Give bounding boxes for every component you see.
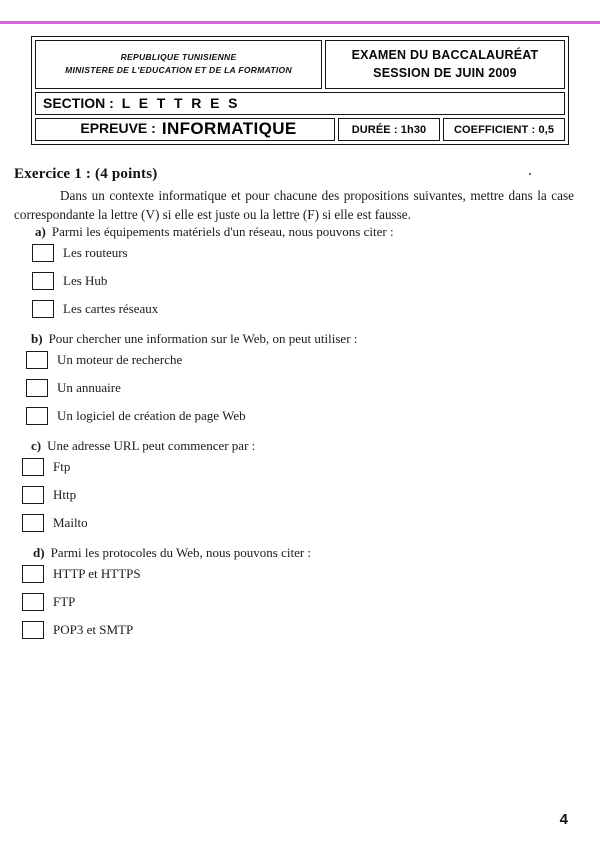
exam-title-line-1: EXAMEN DU BACCALAURÉAT <box>351 48 539 62</box>
questions-list <box>14 224 574 652</box>
section-box <box>35 92 565 115</box>
question-prompt-d <box>14 545 574 562</box>
duree-value: DURÉE : 1h30 <box>351 123 427 136</box>
option-label: Mailto <box>53 515 88 531</box>
option-row <box>32 242 574 264</box>
header-row-section <box>35 92 565 115</box>
answer-checkbox[interactable] <box>26 379 48 397</box>
answer-checkbox[interactable] <box>22 486 44 504</box>
epreuve-box <box>35 118 335 141</box>
exercise-instructions-text: Dans un contexte informatique et pour chacune des propositions suivantes, mettre dans la case correspondante la lettre (V) si elle est juste ou la lettre (F) si elle est fausse. <box>14 188 574 222</box>
option-row <box>32 298 574 320</box>
epreuve-label: EPREUVE : <box>80 120 156 137</box>
question-letter-c: c) <box>31 437 42 453</box>
question-prompt-a <box>14 224 574 241</box>
question-block-b <box>14 331 574 427</box>
question-text-d: Parmi les protocoles du Web, nous pouvons citer : <box>50 544 312 560</box>
ministry-line-1: REPUBLIQUE TUNISIENNE <box>120 51 237 62</box>
question-text-b: Pour chercher une information sur le Web, on peut utiliser : <box>48 330 358 346</box>
exercise-title: Exercice 1 : (4 points) <box>14 166 158 182</box>
answer-checkbox[interactable] <box>22 458 44 476</box>
option-label: Http <box>53 487 77 503</box>
question-prompt-c <box>14 438 574 455</box>
exam-header-table <box>31 36 569 145</box>
section-label: SECTION : <box>43 95 114 112</box>
scan-artifact-rule <box>0 21 600 24</box>
epreuve-value: INFORMATIQUE <box>161 119 297 139</box>
header-row-top <box>35 40 565 89</box>
answer-checkbox[interactable] <box>22 565 44 583</box>
option-row <box>22 484 574 506</box>
question-letter-d: d) <box>33 544 45 560</box>
section-value: L E T T R E S <box>121 95 240 112</box>
scan-speck <box>529 173 531 175</box>
question-block-d <box>14 545 574 641</box>
options-b <box>14 349 574 427</box>
answer-checkbox[interactable] <box>32 272 54 290</box>
answer-checkbox[interactable] <box>22 621 44 639</box>
option-row <box>26 349 574 371</box>
option-row <box>32 270 574 292</box>
exam-title-box <box>325 40 565 89</box>
question-prompt-b <box>14 331 574 348</box>
option-label: Un annuaire <box>57 380 121 396</box>
option-label: Les routeurs <box>63 245 128 261</box>
question-letter-a: a) <box>35 224 46 239</box>
option-row <box>22 563 574 585</box>
answer-checkbox[interactable] <box>22 514 44 532</box>
duree-box <box>338 118 440 141</box>
question-text-a: Parmi les équipements matériels d'un réseau, nous pouvons citer : <box>51 224 394 239</box>
options-c <box>14 456 574 534</box>
option-row <box>22 456 574 478</box>
option-label: Les cartes réseaux <box>63 301 159 317</box>
exercise-instructions <box>14 187 574 224</box>
option-label: Ftp <box>53 459 71 475</box>
option-row <box>22 619 574 641</box>
ministry-box <box>35 40 322 89</box>
option-label: Un logiciel de création de page Web <box>57 408 246 424</box>
answer-checkbox[interactable] <box>22 593 44 611</box>
question-block-a <box>14 224 574 320</box>
exercise-intro-section <box>14 166 574 224</box>
option-row <box>22 591 574 613</box>
option-label: POP3 et SMTP <box>53 622 134 638</box>
option-label: HTTP et HTTPS <box>53 566 141 582</box>
answer-checkbox[interactable] <box>26 407 48 425</box>
answer-checkbox[interactable] <box>26 351 48 369</box>
options-a <box>14 242 574 320</box>
coefficient-box <box>443 118 565 141</box>
page-number: 4 <box>559 811 568 828</box>
header-row-epreuve <box>35 118 565 141</box>
question-letter-b: b) <box>31 330 43 346</box>
answer-checkbox[interactable] <box>32 244 54 262</box>
section-line <box>43 95 240 111</box>
coefficient-value: COEFFICIENT : 0,5 <box>453 123 555 136</box>
option-label: Les Hub <box>63 273 108 289</box>
answer-checkbox[interactable] <box>32 300 54 318</box>
option-label: FTP <box>53 594 76 610</box>
option-row <box>22 512 574 534</box>
option-label: Un moteur de recherche <box>57 352 183 368</box>
option-row <box>26 405 574 427</box>
option-row <box>26 377 574 399</box>
question-block-c <box>14 438 574 534</box>
question-text-c: Une adresse URL peut commencer par : <box>47 437 256 453</box>
ministry-line-2: MINISTERE DE L'EDUCATION ET DE LA FORMATION <box>65 65 292 76</box>
options-d <box>14 563 574 641</box>
exam-title-line-2: SESSION DE JUIN 2009 <box>373 66 517 81</box>
